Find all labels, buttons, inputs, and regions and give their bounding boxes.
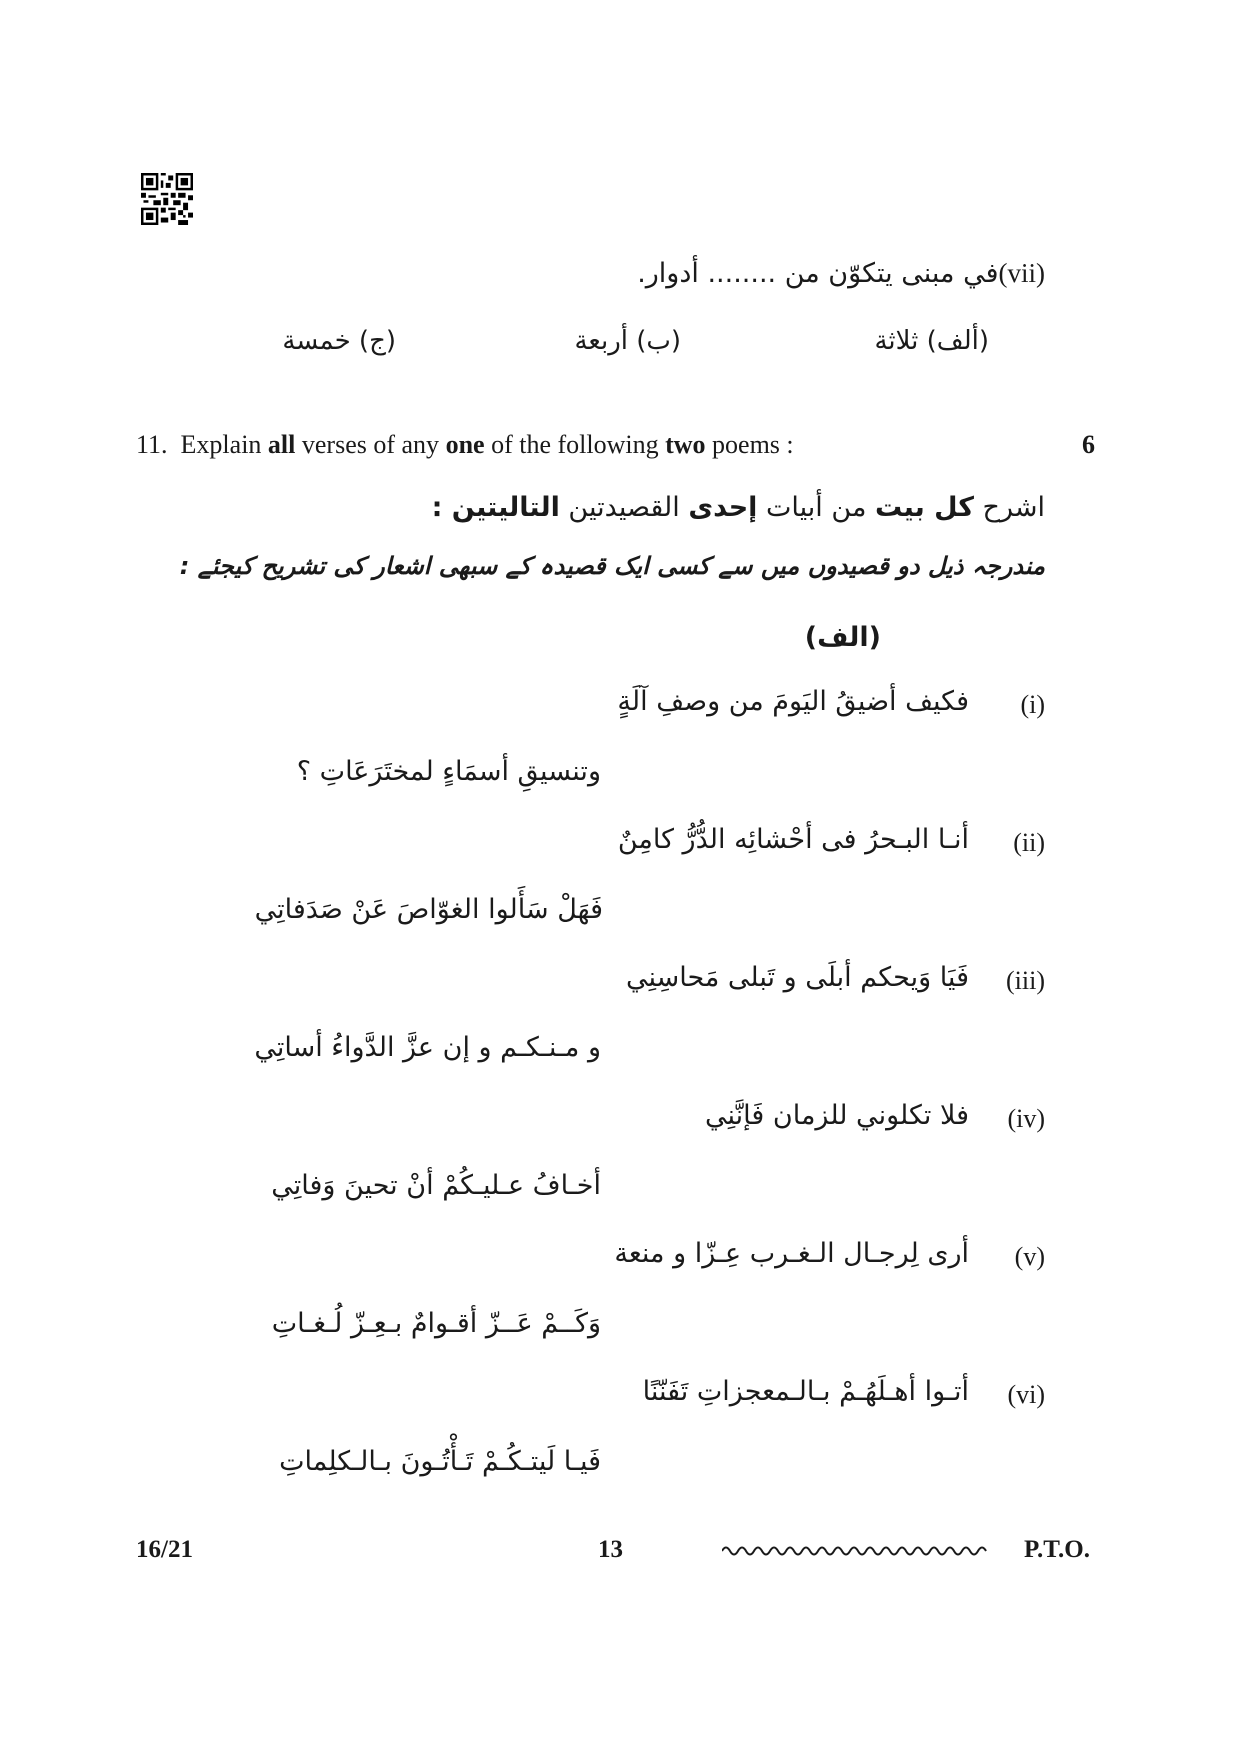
verse-num: (i) — [1020, 690, 1045, 719]
verse-line: أخـافُ عـليـكُمْ أنْ تحينَ وَفاتِي — [271, 1170, 601, 1201]
verse-line: أرى لِرجـال الـغـرب عِـزّا و منعة — [614, 1238, 969, 1269]
option-label: (ب) — [636, 326, 681, 356]
verse-num: (ii) — [1013, 828, 1045, 857]
pto: P.T.O. — [1024, 1536, 1090, 1563]
option-text: أربعة — [574, 326, 628, 356]
verse-line: وَكَــمْ عَــزّ أقـوامٌ بـعِـزّ لُـغـاتِ — [271, 1308, 601, 1339]
verse-num: (iii) — [1006, 966, 1045, 995]
option-jim — [282, 326, 396, 356]
instr-part: اشرح — [973, 492, 1045, 523]
question-11 — [136, 430, 794, 460]
verse-line: أنـا البـحرُ فى أحْشائِه الدُّرُّ كامِنٌ — [617, 824, 969, 855]
instr-part: القصيدتين — [559, 492, 689, 523]
verse-line: و مـنـكـم و إن عزَّ الدَّواءُ أساتِي — [254, 1032, 601, 1063]
verse-number — [985, 966, 1045, 1002]
verse-num: (iv) — [1007, 1104, 1045, 1133]
verse-num: (v) — [1014, 1242, 1045, 1271]
option-ba — [574, 326, 681, 356]
wavy-line-icon — [722, 1540, 990, 1562]
option-text: ثلاثة — [874, 326, 919, 356]
question-vii-text: في مبنى يتكوّن من ........ أدوار. — [637, 258, 999, 289]
q-text-part: poems : — [705, 430, 794, 459]
instr-bold: التاليتين : — [431, 492, 560, 523]
verse-line: وتنسيقِ أسمَاءٍ لمختَرَعَاتِ ؟ — [296, 756, 601, 787]
verse-number — [985, 1380, 1045, 1416]
instr-bold: كل بيت — [875, 492, 974, 523]
option-alif — [874, 326, 989, 356]
question-vii-number: (vii) — [998, 258, 1045, 288]
paper-code: 16/21 — [136, 1536, 193, 1563]
option-label: (ألف) — [926, 326, 989, 356]
q-text-bold: two — [665, 430, 706, 459]
verse-number — [985, 1242, 1045, 1278]
question-vii — [637, 258, 1045, 289]
option-label: (ج) — [358, 326, 396, 356]
verse-line: فلا تكلوني للزمان فَإنَّنِي — [705, 1100, 969, 1131]
page-number: 13 — [598, 1536, 623, 1563]
q-text-bold: one — [445, 430, 485, 459]
verse-line: فَيـا لَيتـكُـمْ تَـأْتُـونَ بـالـكلِماتِ — [279, 1446, 601, 1477]
instr-part: من أبيات — [757, 492, 875, 523]
qr-code-icon — [141, 173, 193, 225]
verse-line: أتـوا أهـلَهُـمْ بـالـمعجزاتِ تَفَنّنًا — [642, 1376, 969, 1407]
section-title: (الف) — [804, 622, 881, 653]
question-number: 11. — [136, 430, 168, 459]
verse-num: (vi) — [1007, 1380, 1045, 1409]
verse-number — [985, 1104, 1045, 1140]
verse-line: فَهَلْ سَأَلوا الغوّاصَ عَنْ صَدَفاتِي — [254, 894, 603, 925]
q-text-bold: all — [267, 430, 296, 459]
q-text-part: Explain — [180, 430, 268, 459]
option-text: خمسة — [282, 326, 351, 356]
verse-number — [985, 828, 1045, 864]
instr-bold: إحدى — [688, 492, 758, 523]
verse-number — [985, 690, 1045, 726]
verse-line: فَيَا وَيحكم أبلَى و تَبلى مَحاسِنِي — [625, 962, 969, 993]
q-text-part: of the following — [484, 430, 666, 459]
arabic-instruction — [432, 492, 1045, 523]
marks: 6 — [1082, 430, 1095, 459]
verse-line: فكيف أضيقُ اليَومَ من وصفِ آلَةٍ — [617, 686, 969, 717]
q-text-part: verses of any — [295, 430, 446, 459]
urdu-instruction: مندرجہ ذیل دو قصیدوں میں سے کسی ایک قصیدہ کے سبھی اشعار کی تشریح کیجئے : — [179, 552, 1045, 580]
